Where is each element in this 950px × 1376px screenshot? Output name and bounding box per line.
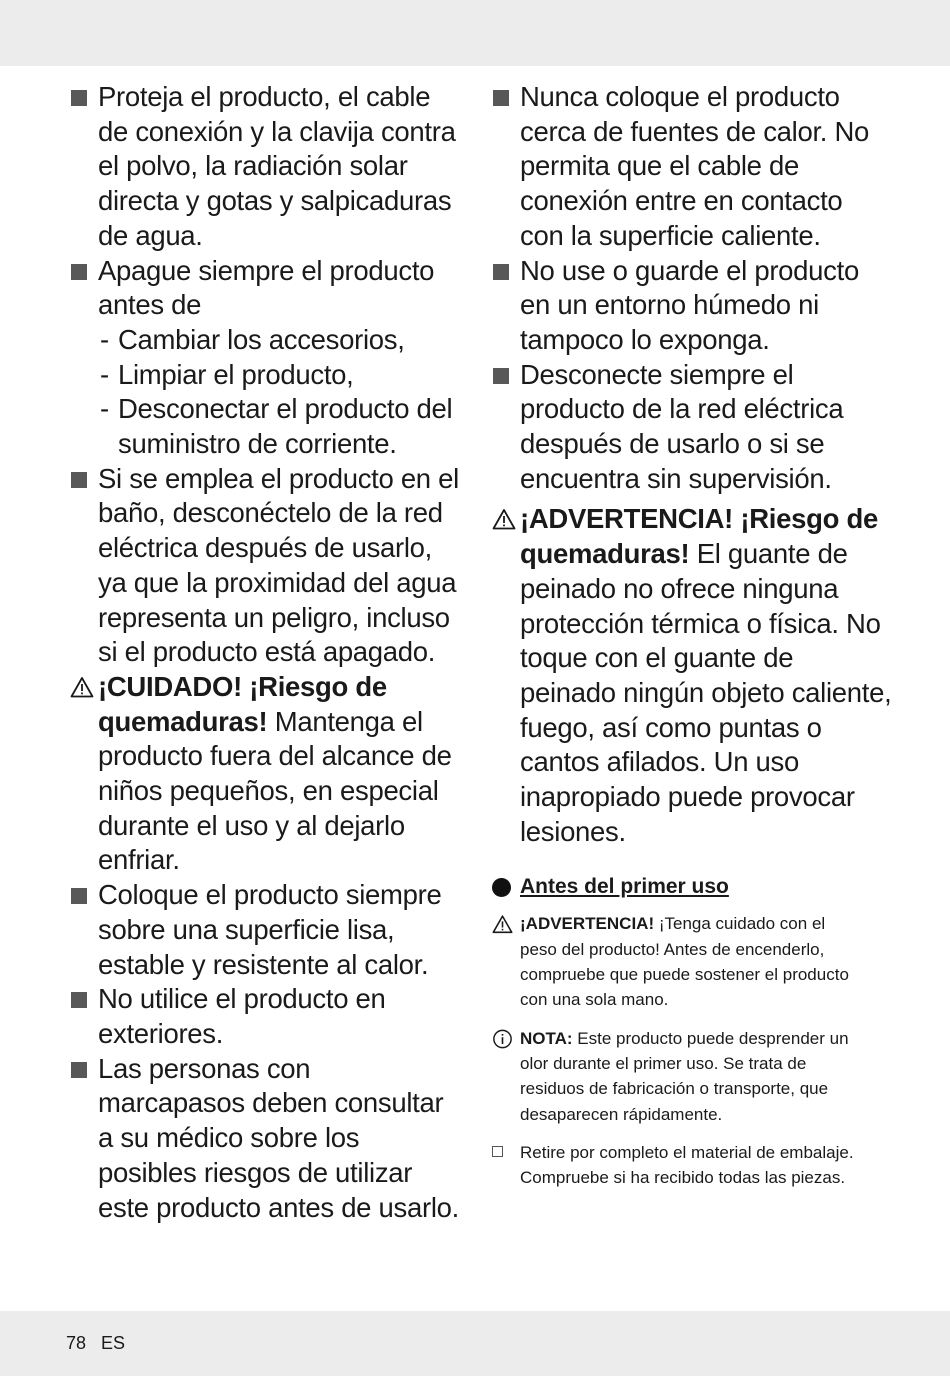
sub-item: - Cambiar los accesorios, (100, 323, 405, 355)
note-text: Este producto puede desprender un olor durante el primer uso. Se trata de residuos de fabricación o transporte, que desaparecen rápidamente. (520, 1028, 849, 1124)
square-bullet-icon (493, 368, 509, 384)
bullet-switch-off (70, 254, 462, 462)
left-column (70, 80, 462, 1225)
step-text: Retire por completo el material de embalaje. Compruebe si ha recibido todas las piezas. (520, 1142, 854, 1188)
warning-text: El guante de peinado no ofrece ninguna protección térmica o física. No toque con el guante de peinado ningún objeto caliente, fuego, así como puntas o cantos afilados. Un uso inapropiado puede provocar lesiones. (520, 538, 892, 847)
bullet-humid (492, 254, 865, 358)
footer-band (0, 1311, 950, 1376)
bullet-text: No use o guarde el producto en un entorno húmedo ni tampoco lo exponga. (520, 254, 859, 355)
bullet-heat-sources (492, 80, 892, 254)
right-column (492, 80, 892, 1190)
weight-warning-heading: ¡ADVERTENCIA! (520, 914, 655, 934)
step-unpack (492, 1140, 880, 1191)
section-title: Antes del primer uso (492, 871, 892, 903)
page-footer (66, 1333, 125, 1354)
bullet-text: Si se emplea el producto en el baño, desconéctelo de la red eléctrica después de usarlo, ya que la proximidad del agua representa un peligro, incluso si el producto está apagado. (98, 462, 459, 668)
warning-triangle-icon (492, 508, 516, 530)
warning-heading: ¡ADVERTENCIA! ¡Riesgo de quemaduras! (520, 503, 878, 570)
sub-item: - Limpiar el producto, (100, 358, 354, 390)
bullet-text: Coloque el producto siempre sobre una superficie lisa, estable y resistente al calor. (98, 879, 442, 980)
caution-heading: ¡CUIDADO! ¡Riesgo de quemaduras! (98, 670, 387, 737)
bullet-bathroom (70, 462, 462, 670)
note-heading: NOTA: (520, 1028, 573, 1048)
bullet-protect (70, 80, 460, 254)
bullet-text: No utilice el producto en exteriores. (98, 983, 386, 1049)
circle-bullet-icon (492, 878, 511, 897)
bullet-text: Desconecte siempre el producto de la red eléctrica después de usarlo o si se encuentra sin supervisión. (520, 358, 844, 494)
caution-block (70, 670, 462, 878)
caution-text: Mantenga el producto fuera del alcance de niños pequeños, en especial durante el uso y al dejarlo enfriar. (98, 705, 452, 876)
square-bullet-icon (71, 1062, 87, 1078)
warning-triangle-icon (492, 914, 513, 934)
header-band (0, 0, 950, 66)
bullet-outdoors (70, 982, 398, 1051)
square-bullet-icon (493, 90, 509, 106)
bullet-text: Proteja el producto, el cable de conexión y la clavija contra el polvo, la radiación solar directa y gotas y salpicaduras de agua. (98, 81, 456, 251)
square-bullet-icon (71, 992, 87, 1008)
bullet-text: Apague siempre el producto antes de (98, 254, 435, 321)
bullet-text: Nunca coloque el producto cerca de fuentes de calor. No permita que el cable de conexión entre en contacto con la superficie caliente. (520, 81, 870, 251)
page-number: 78 (66, 1333, 87, 1353)
sub-list (98, 323, 462, 462)
bullet-surface (70, 878, 462, 982)
bullet-disconnect (492, 358, 860, 497)
square-bullet-icon (71, 472, 87, 488)
warning-block (492, 502, 892, 849)
square-bullet-icon (71, 888, 87, 904)
weight-warning (492, 911, 860, 1012)
warning-triangle-icon (70, 676, 94, 698)
info-icon (492, 1029, 513, 1049)
bullet-pacemaker (70, 1052, 462, 1226)
bullet-text: Las personas con marcapasos deben consultar a su médico sobre los posibles riesgos de utilizar este producto antes de usarlo. (98, 1052, 459, 1223)
sub-item: - Desconectar el producto del suministro de corriente. (100, 393, 453, 460)
checkbox-icon (492, 1146, 503, 1157)
weight-warning-text: ¡Tenga cuidado con el peso del producto! Antes de encenderlo, compruebe que puede sostener el producto con una sola mano. (520, 914, 849, 1010)
square-bullet-icon (71, 264, 87, 280)
square-bullet-icon (493, 264, 509, 280)
language-code: ES (101, 1333, 126, 1353)
note-block (492, 1026, 860, 1127)
square-bullet-icon (71, 90, 87, 106)
